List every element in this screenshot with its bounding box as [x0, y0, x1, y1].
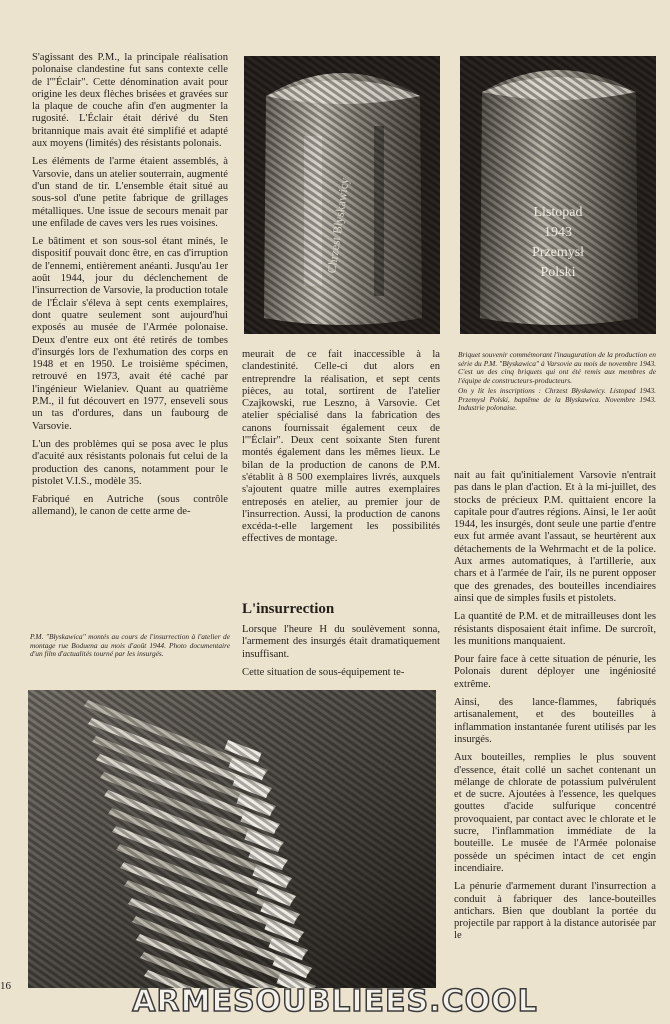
paragraph: Le bâtiment et son sous-sol étant minés, le dispositif pouvait donc être, en cas d'irruption de l'ennemi, entièrement anéanti. Jusqu'au 1er août 1944, jour du déclenchement de l'insurrection de Varsovie, la production totale de l'Éclair s'éleva à sept cents exemplaires, dont quatre seulement sont aujourd'hui exposés au musée de l'Armée polonaise. Deux d'entre eux ont été retirés de tombes d'insurgés lors de l'exhumation des corps en 1948 et en 1950. Le troisième spécimen, retrouvé en 1973, avait été caché par l'ingénieur Wielaniev. Quant au quatrième P.M., il fut découvert en 1977, enseveli sous un tas d'ordures, dans un faubourg de Varsovie. — [32, 236, 228, 432]
paragraph: L'un des problèmes qui se posa avec le plus d'acuité aux résistants polonais fut celui de la production des canons, notamment pour le pistolet V.I.S., modèle 35. — [32, 438, 228, 487]
paragraph: nait au fait qu'initialement Varsovie n'entrait pas dans le plan d'action. Et à la mi-juillet, des stocks de précieux P.M. quittaient encore la capitale pour d'autres régions. Ainsi, le 1er août 1944, les insurgés, dont seule une partie d'entre eux fut armée avant l'assaut, se heurtèrent aux détachements de la Wehrmacht et de la police. Aux armes automatiques, à l'artillerie, aux chars et à l'armée de l'air, ils ne purent opposer que des grenades, des bouteilles incendiaires ainsi que de simples fusils et pistolets. — [454, 470, 656, 604]
paragraph: Fabriqué en Autriche (sous contrôle allemand), le canon de cette arme de- — [32, 494, 228, 518]
text-column-2 — [242, 349, 440, 552]
paragraph: Pour faire face à cette situation de pénurie, les Polonais durent déployer une ingéniosité extrême. — [454, 654, 656, 690]
workshop-photo-caption: P.M. "Błyskawica" montés au cours de l'insurrection à l'atelier de montage rue Boduena au mois d'août 1944. Photo documentaire d'un film d'actualités tourné par les insurgés. — [30, 632, 230, 659]
section-heading: L'insurrection — [242, 601, 335, 617]
lighter-photo-right — [460, 56, 656, 334]
lighter-photo-left — [244, 56, 440, 334]
paragraph: La quantité de P.M. et de mitrailleuses dont les résistants disposaient était infime. De surcroît, les munitions manquaient. — [454, 611, 656, 647]
site-watermark: ARMESOUBLIEES.COOL — [132, 984, 538, 1019]
paragraph: Cette situation de sous-équipement te- — [242, 666, 405, 678]
paragraph: meurait de ce fait inaccessible à la clandestinité. Celle-ci dut alors en entreprendre la réalisation, et sept cents pièces, au total, sortirent de l'atelier Czajkowski, rue Leszno, à Varsovie. Cet atelier spécialisé dans la fabrication des canons fournissait également ceux de l'"Éclair". Deux cent soixante Sten furent montés également dans les mêmes lieux. Le bilan de la production de canons de P.M. s'établit à 8 500 exemplaires livrés, auxquels s'ajoutent quatre mille autres exemplaires entreposés en atelier, au premier jour de l'insurrection. Aussi, la production de canons excéda-t-elle largement les possibilités effectives de montage. — [242, 349, 440, 545]
lighter-right-engraving-3: Przemysł — [531, 245, 585, 260]
paragraph: Les éléments de l'arme étaient assemblés, à Varsovie, dans un atelier souterrain, augmenté d'un stand de tir. L'ensemble était situé au sous-sol d'une petite fabrique de grillages métalliques. Une issue de secours menait par une enfilade de caves vers les rues voisines. — [32, 156, 228, 229]
text-column-3 — [454, 470, 656, 949]
lighter-right-engraving-1: Listopad — [533, 205, 583, 220]
paragraph: Briquet souvenir commémorant l'inauguration de la production en série du P.M. "Błyskawica" à Varsovie au mois de novembre 1943. C'est un des cinq briquets qui ont été remis aux membres de l'équipe de constructeurs-producteurs. — [458, 350, 656, 386]
text-column-1 — [32, 52, 228, 525]
paragraph: Aux bouteilles, remplies le plus souvent d'essence, était collé un sachet contenant un mélange de chlorate de potassium pulvérulent et de sucre. Ajoutées à l'essence, les quelques gouttes d'acide sulfurique concentré provoquaient, par contact avec le chlorate et le sucre, l'inflammation immédiate de la bouteille. Le musée de l'Armée polonaise possède un spécimen intact de cet engin incendiaire. — [454, 752, 656, 874]
lighter-right-engraving-2: 1943 — [544, 225, 572, 240]
lighter-right-engraving-4: Polski — [540, 265, 576, 280]
paragraph: S'agissant des P.M., la principale réalisation polonaise clandestine fut sans contexte celle de l'"Éclair". Cette dénomination avait pour origine les deux flèches brisées et gravées sur la plaque de couche afin d'en augmenter la rugosité. L'Éclair était dérivé du Sten britannique mais avait été simplifié et adapté aux moyens (limités) des résistants polonais. — [32, 52, 228, 150]
paragraph: Lorsque l'heure H du soulèvement sonna, l'armement des insurgés était dramatiquement insuffisant. — [242, 624, 440, 660]
paragraph: La pénurie d'armement durant l'insurrection a conduit à fabriquer des lance-bouteilles antichars. Bien que doublant la portée du projectile par rapport à la distance autorisée par le — [454, 881, 656, 942]
page-number: 16 — [0, 980, 11, 992]
paragraph: Ainsi, des lance-flammes, fabriqués artisanalement, et des bouteilles à inflammation instantanée furent utilisés par les insurgés. — [454, 697, 656, 745]
lighter-left-engraving: Chrzest Błyskawicy — [324, 176, 352, 275]
paragraph: On y lit les inscriptions : Chrzest Błyskawicy. Listopad 1943. Przemysł Polski, baptême de la Błyskawica. Novembre 1943. Industrie polonaise. — [458, 385, 656, 413]
text-column-2-continued — [242, 624, 440, 685]
lighter-photo-caption — [458, 351, 656, 414]
workshop-photo — [28, 690, 436, 988]
